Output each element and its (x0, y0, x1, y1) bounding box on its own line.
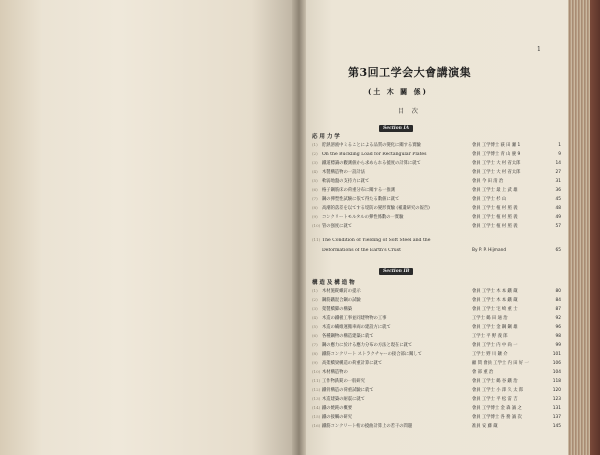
toc-entry-author: 會員 工学博士 各 務 誠 次 (472, 415, 522, 420)
toc-row (312, 369, 561, 378)
toc-row (312, 387, 561, 396)
toc-row (312, 333, 561, 342)
toc-entry-author: 會員 工学士 木 本 鐵 蔵 (472, 298, 518, 303)
toc-entry-title: 鋼の應力に於ける應力分布の方法と現在に就て (322, 343, 413, 348)
toc-entry-author: 會員 工学士 植 村 照 義 (472, 206, 518, 211)
toc-entry-title: 木製構造物の一設計法 (322, 170, 365, 175)
left-page-edge (0, 0, 42, 455)
toc-entry-title: 鐵骨構造の荷重試驗に就て (322, 388, 374, 393)
toc-entry-page: 118 (552, 379, 561, 384)
toc-entry-number: (8) (312, 351, 318, 356)
toc-row (312, 306, 561, 315)
toc-entry-number: (9) (312, 214, 318, 219)
toc-entry-number: (11) (312, 378, 321, 383)
toc-entry-page: 1 (558, 143, 561, 148)
toc-entry-number: (2) (312, 297, 318, 302)
toc-entry-title: コンクリートモルタルの彈性係數の一實驗 (322, 215, 404, 220)
toc-row (312, 160, 561, 169)
toc-row (312, 360, 561, 369)
toc-row (312, 288, 561, 297)
toc-entry-page: 87 (555, 307, 561, 312)
toc-entry-title: 工作物鉄錠の一般研究 (322, 379, 365, 384)
toc-entry-number: (3) (312, 306, 318, 311)
toc-entry-title: Deformations of the Earth's Crust (322, 248, 401, 253)
toc-entry-page: 27 (555, 170, 561, 175)
toc-entry-page: 45 (555, 197, 561, 202)
toc-row (312, 396, 561, 405)
toc-entry-number: (12) (312, 387, 321, 392)
toc-entry-author: 會 部 重 治 (472, 370, 494, 375)
toc-entry-number: (9) (312, 360, 318, 365)
page-number: 1 (537, 46, 541, 53)
toc-entry-title: 架製橋脚の構築 (322, 307, 353, 312)
toc-entry-number: (10) (312, 223, 321, 228)
toc-entry-page: 36 (555, 188, 561, 193)
toc-entry-title: 鐵道標識の觀測値から求められる撓度の計算に就て (322, 161, 421, 166)
section-badge-1b: Section IB (379, 268, 413, 275)
toc-entry-number: (13) (312, 396, 321, 401)
toc-entry-number: (8) (312, 205, 318, 210)
toc-entry-page: 80 (555, 289, 561, 294)
toc-entry-title: 貯熱溶液中ミることによる品質の變化に關する實驗 (322, 143, 421, 148)
toc-row (312, 214, 561, 223)
section-label-1a: 応 用 力 学 (312, 134, 340, 140)
toc-row (312, 423, 561, 432)
toc-entry-author: 會員 工学博士 萩 田 瀬 1 (472, 143, 521, 148)
toc-entry-number: (14) (312, 405, 321, 410)
toc-entry-page: 84 (555, 298, 561, 303)
toc-entry-author: 會員 工学士 平 松 雷 吉 (472, 397, 518, 402)
toc-row (312, 151, 561, 160)
toc-row (312, 237, 561, 246)
book-gutter (292, 0, 306, 455)
toc-entry-title: 各種鋼物の構造建築に就て (322, 334, 374, 339)
toc-entry-number: (6) (312, 333, 318, 338)
toc-entry-number: (5) (312, 178, 318, 183)
toc-entry-author: 顧 問 會員 工学士 内 田 好 一 (472, 361, 529, 366)
toc-entry-author: 會員 工学士 鶴 谷 鐵 治 (472, 379, 518, 384)
toc-entry-title: 鐵筋コンクリート ストラクチャーの接合部に關して (322, 352, 422, 357)
toc-row (312, 169, 561, 178)
toc-entry-title: 格子鋼筋床の荷重分布に關する一推測 (322, 188, 396, 193)
toc-entry-author: 工学士 野 川 鑛 介 (472, 352, 508, 357)
toc-entry-title: 鐵の焼鈍の概要 (322, 406, 353, 411)
toc-entry-page: 120 (552, 388, 561, 393)
toc-entry-number: (2) (312, 151, 318, 156)
toc-entry-number: (4) (312, 315, 318, 320)
toc-entry-page: 48 (555, 206, 561, 211)
toc-entry-title: 木造建築の耐震に就て (322, 397, 365, 402)
toc-entry-author: 工学士 平 野 義 郎 (472, 334, 508, 339)
toc-entry-title: 軟弱地盤の支持力に就て (322, 179, 370, 184)
toc-entry-page: 92 (555, 316, 561, 321)
toc-entry-number: (16) (312, 423, 321, 428)
book-cover-edge (590, 0, 600, 455)
toc-entry-page: 31 (555, 179, 561, 184)
toc-row (312, 178, 561, 187)
toc-row (312, 142, 561, 151)
toc-entry-author: 工学士 鶴 田 通 治 (472, 316, 508, 321)
toc-row (312, 297, 561, 306)
toc-entry-author: 會員 工学博士 金 森 誠 之 (472, 406, 522, 411)
toc-row (312, 342, 561, 351)
toc-row (312, 223, 561, 232)
page-edges (568, 0, 600, 455)
toc-entry-title: 高架橋梁構造の荷重計算に就て (322, 361, 383, 366)
toc-row (312, 405, 561, 414)
toc-entry-author: 會員 工学士 金 鋼 鋼 雄 (472, 325, 518, 330)
toc-entry-page: 9 (558, 152, 561, 157)
toc-entry-number: (5) (312, 324, 318, 329)
toc-heading: 目 次 (398, 108, 421, 115)
toc-entry-page: 145 (552, 424, 561, 429)
toc-entry-title: 木造の鐵板工事並同建物物の工事 (322, 316, 387, 321)
toc-row (312, 414, 561, 423)
toc-entry-title: 鋼筋鐵混合鋼の試驗 (322, 298, 361, 303)
toc-row (312, 378, 561, 387)
toc-entry-title: 木材構造物の (322, 370, 348, 375)
toc-entry-author: 會員 工学博士 青 山 慶 9 (472, 152, 521, 157)
toc-entry-author: By P. P. Hijmand (472, 248, 507, 253)
toc-entry-author: 會員 今 田 清 治 (472, 179, 504, 184)
toc-entry-author: 會員 工学士 植 村 照 義 (472, 215, 518, 220)
toc-entry-title: 鐵の接觸の研究 (322, 415, 353, 420)
toc-entry-title: 木造の繊維運搬車両の建設方に就て (322, 325, 391, 330)
toc-row (312, 315, 561, 324)
toc-entry-number: (4) (312, 169, 318, 174)
toc-entry-author: 會員 工学士 杉 山 (472, 197, 507, 202)
toc-entry-page: 104 (552, 370, 561, 375)
document-title: 第3回工学会大會講演集 (348, 66, 472, 79)
toc-entry-number: (15) (312, 414, 321, 419)
toc-row (312, 351, 561, 360)
toc-entry-author: 會員 工学士 植 村 照 義 (472, 224, 518, 229)
toc-entry-page: 57 (555, 224, 561, 229)
toc-entry-number: (6) (312, 187, 318, 192)
section-label-1b: 構 造 及 構 造 物 (312, 280, 355, 286)
toc-entry-page: 123 (552, 397, 561, 402)
toc-entry-author: 會員 工学士 大 村 省太郎 (472, 161, 521, 166)
toc-entry-title: 管の强度に就て (322, 224, 353, 229)
left-page (0, 0, 296, 455)
section-badge-1a: Section IA (379, 125, 413, 132)
toc-entry-page: 14 (555, 161, 561, 166)
toc-entry-author: 會員 工学士 宅 崎 重 士 (472, 307, 518, 312)
toc-entry-author: 會員 工学士 木 本 鐵 蔵 (472, 289, 518, 294)
toc-entry-title: 木材施錠螺釘の提示 (322, 289, 361, 294)
toc-entry-page: 98 (555, 334, 561, 339)
toc-entry-title: 鋼の彈塑性試験に依て得たる數値に就て (322, 197, 400, 202)
toc-entry-page: 106 (552, 361, 561, 366)
toc-row (312, 196, 561, 205)
toc-entry-author: 會員 工学士 大 村 省太郎 (472, 170, 521, 175)
toc-entry-author: 會員 工学士 最 上 武 雄 (472, 188, 518, 193)
toc-entry-title: On the Buckling Load for Rectangular Plates (322, 152, 427, 157)
toc-entry-number: (1) (312, 288, 318, 293)
toc-entry-author: 會員 工学士 内 中 尚 一 (472, 343, 518, 348)
toc-entry-title: The Condition of Yielding of Soft Steel and the (322, 238, 431, 243)
toc-entry-page: 99 (555, 343, 561, 348)
toc-entry-title: 高潮的落差を以てする堤防の變形實驗 (補遺研究の報告) (322, 206, 430, 211)
toc-entry-number: (3) (312, 160, 318, 165)
toc-entry-number: (11) (312, 237, 321, 242)
toc-entry-page: 49 (555, 215, 561, 220)
toc-entry-page: 101 (552, 352, 561, 357)
toc-entry-number: (10) (312, 369, 321, 374)
toc-entry-page: 96 (555, 325, 561, 330)
toc-entry-number: (1) (312, 142, 318, 147)
toc-entry-number: (7) (312, 342, 318, 347)
toc-entry-author: 准員 安 藤 蔵 (472, 424, 498, 429)
toc-entry-number: (7) (312, 196, 318, 201)
toc-entry-page: 65 (555, 248, 561, 253)
document-subtitle: (土 木 關 係) (368, 87, 428, 96)
toc-entry-author: 會員 工学士 小 澤 久 太 郎 (472, 388, 524, 393)
toc-entry-page: 137 (552, 415, 561, 420)
toc-row (312, 205, 561, 214)
toc-entry-title: 鐵筋コンクリート桁の撓曲計算上の若干の問題 (322, 424, 413, 429)
toc-row (312, 248, 561, 257)
toc-entry-page: 131 (552, 406, 561, 411)
toc-row (312, 187, 561, 196)
toc-row (312, 324, 561, 333)
